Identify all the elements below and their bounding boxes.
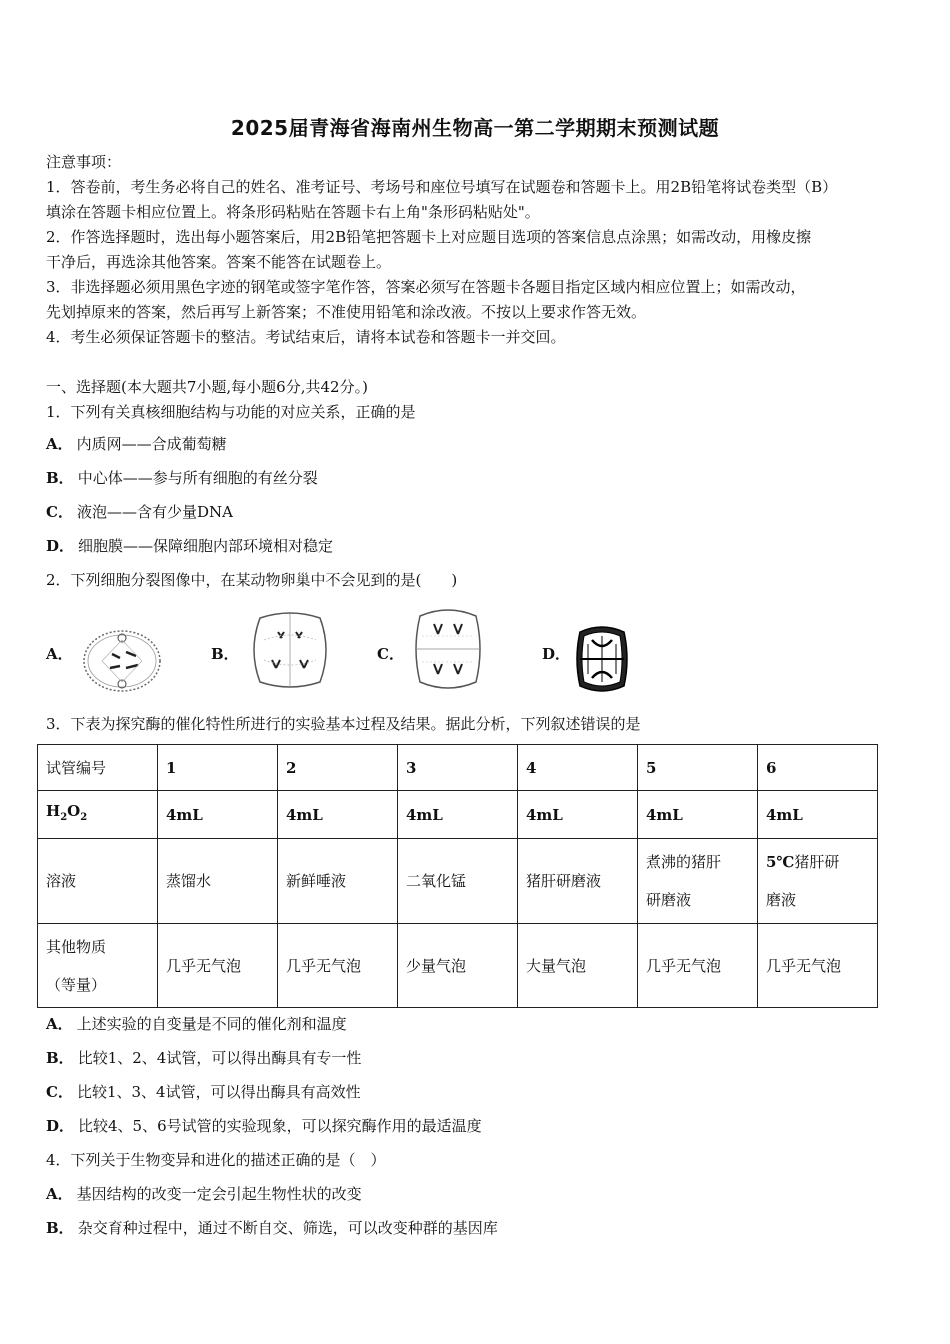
table-cell: 溶液	[38, 839, 158, 924]
option-a[interactable]	[46, 1184, 362, 1204]
figure-label-c[interactable]: C．	[377, 645, 404, 663]
cell-line: （等量）	[46, 975, 107, 994]
table-cell: 6	[758, 745, 878, 791]
cell-division-figure-c	[412, 606, 484, 692]
table-cell	[38, 791, 158, 839]
table-cell: 几乎无气泡	[278, 924, 398, 1008]
notice-heading: 注意事项：	[46, 153, 122, 171]
figure-label-a[interactable]: A．	[46, 645, 73, 663]
option-key: A．	[46, 1185, 73, 1203]
cell-line	[766, 843, 869, 881]
notice-line: 填涂在答题卡相应位置上。将条形码粘贴在答题卡右上角"条形码粘贴处"。	[46, 203, 540, 221]
table-cell: 二氧化锰	[398, 839, 518, 924]
question-3-stem: 3．下表为探究酶的催化特性所进行的实验基本过程及结果。据此分析，下列叙述错误的是	[46, 715, 641, 733]
temperature-value: 5℃	[766, 853, 795, 871]
option-text: 比较1、2、4试管，可以得出酶具有专一性	[77, 1049, 362, 1067]
table-cell: 猪肝研磨液	[518, 839, 638, 924]
notice-line: 2．作答选择题时，选出每小题答案后，用2B铅笔把答题卡上对应题目选项的答案信息点涂黑；如需改动，用橡皮擦	[46, 228, 812, 246]
formula-h: H	[46, 802, 61, 820]
question-4-stem: 4．下列关于生物变异和进化的描述正确的是（ ）	[46, 1151, 386, 1169]
table-cell: 蒸馏水	[158, 839, 278, 924]
formula-sub: 2	[80, 812, 88, 823]
table-cell: 4mL	[278, 791, 398, 839]
table-cell	[638, 839, 758, 924]
option-text: 比较1、3、4试管，可以得出酶具有高效性	[76, 1083, 361, 1101]
cell-line: 研磨液	[646, 891, 692, 909]
cell-line: 其他物质	[46, 937, 107, 956]
notice-line: 3．非选择题必须用黑色字迹的钢笔或签字笔作答，答案必须写在答题卡各题目指定区域内相应位置上；如需改动，	[46, 278, 806, 296]
option-key: D．	[46, 1117, 75, 1135]
table-cell: 2	[278, 745, 398, 791]
cell-division-figure-a	[82, 628, 162, 694]
question-2-stem: 2．下列细胞分裂图像中，在某动物卵巢中不会见到的是( )	[46, 571, 458, 589]
cell-division-figure-d	[574, 624, 630, 694]
option-key: C．	[46, 503, 73, 521]
table-cell: 4mL	[758, 791, 878, 839]
formula-o: O	[67, 802, 81, 820]
cell-line: 煮沸的猪肝	[646, 853, 722, 871]
table-cell	[758, 839, 878, 924]
table-cell: 3	[398, 745, 518, 791]
option-c[interactable]	[46, 502, 233, 522]
notice-line: 4．考生必须保证答题卡的整洁。考试结束后，请将本试卷和答题卡一并交回。	[46, 328, 566, 346]
cell-line: 磨液	[766, 891, 797, 909]
table-row	[38, 745, 878, 791]
table-cell: 4mL	[398, 791, 518, 839]
formula-sub: 2	[60, 812, 68, 823]
table-cell: 5	[638, 745, 758, 791]
table-cell: 4mL	[158, 791, 278, 839]
table-cell: 4mL	[638, 791, 758, 839]
option-text: 内质网——合成葡萄糖	[76, 435, 227, 453]
cell-text: 猪肝研	[794, 853, 840, 871]
option-key: A．	[46, 435, 73, 453]
option-key: D．	[46, 537, 75, 555]
option-c[interactable]	[46, 1082, 361, 1102]
table-cell: 4mL	[518, 791, 638, 839]
option-text: 杂交育种过程中，通过不断自交、筛选，可以改变种群的基因库	[77, 1219, 498, 1237]
option-a[interactable]	[46, 1014, 347, 1034]
table-cell: 几乎无气泡	[758, 924, 878, 1008]
table-cell: 大量气泡	[518, 924, 638, 1008]
table-cell: 几乎无气泡	[158, 924, 278, 1008]
table-cell: 1	[158, 745, 278, 791]
table-cell: 新鲜唾液	[278, 839, 398, 924]
option-key: B．	[46, 469, 74, 487]
option-b[interactable]	[46, 468, 318, 488]
option-d[interactable]	[46, 536, 333, 556]
option-text: 液泡——含有少量DNA	[76, 503, 233, 521]
option-key: C．	[46, 1083, 73, 1101]
page-title: 2025届青海省海南州生物高一第二学期期末预测试题	[230, 116, 720, 140]
option-a[interactable]	[46, 434, 227, 454]
option-key: A．	[46, 1015, 73, 1033]
notice-line: 干净后，再选涂其他答案。答案不能答在试题卷上。	[46, 253, 392, 271]
table-cell: 几乎无气泡	[638, 924, 758, 1008]
table-cell: 试管编号	[38, 745, 158, 791]
option-text: 上述实验的自变量是不同的催化剂和温度	[76, 1015, 347, 1033]
option-text: 细胞膜——保障细胞内部环境相对稳定	[78, 537, 334, 555]
option-text: 基因结构的改变一定会引起生物性状的改变	[76, 1185, 362, 1203]
notice-line: 先划掉原来的答案，然后再写上新答案；不准使用铅笔和涂改液。不按以上要求作答无效。	[46, 303, 647, 321]
option-text: 比较4、5、6号试管的实验现象，可以探究酶作用的最适温度	[78, 1117, 482, 1135]
table-row	[38, 791, 878, 839]
table-cell	[38, 924, 158, 1008]
notice-line: 1．答卷前，考生务必将自己的姓名、准考证号、考场号和座位号填写在试题卷和答题卡上。用2B铅笔将试卷类型（B）	[46, 178, 838, 196]
table-cell: 少量气泡	[398, 924, 518, 1008]
option-key: B．	[46, 1049, 74, 1067]
figure-label-d[interactable]: D．	[542, 645, 571, 663]
cell-division-figure-b	[248, 610, 332, 690]
figure-label-b[interactable]: B．	[211, 645, 239, 663]
section-heading: 一、选择题(本大题共7小题,每小题6分,共42分。)	[46, 378, 368, 396]
table-cell: 4	[518, 745, 638, 791]
experiment-table	[37, 744, 878, 1008]
option-text: 中心体——参与所有细胞的有丝分裂	[77, 469, 318, 487]
question-1-stem: 1．下列有关真核细胞结构与功能的对应关系，正确的是	[46, 403, 416, 421]
option-b[interactable]	[46, 1218, 498, 1238]
table-row	[38, 839, 878, 924]
option-key: B．	[46, 1219, 74, 1237]
option-d[interactable]	[46, 1116, 482, 1136]
option-b[interactable]	[46, 1048, 361, 1068]
table-row	[38, 924, 878, 1008]
